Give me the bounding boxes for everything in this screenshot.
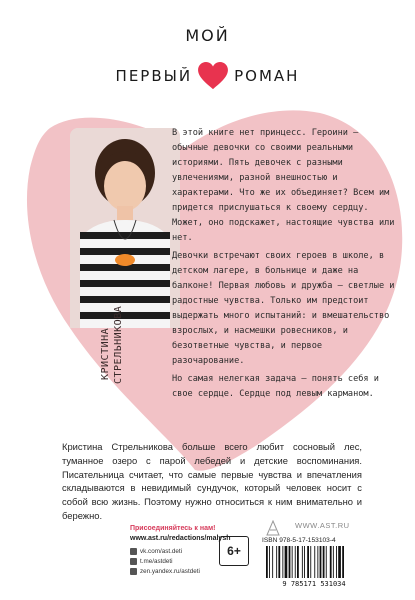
description-paragraph-1: В этой книге нет принцесс. Героини — обычные девочки со своими реальными историями. Пять девочек с разными увлечениями, разной внешностью и характерами. Что же их объединяет? Всем им придется прислушаться к своему сердцу. Может, оно подскажет, настоящие чувства или нет. (172, 128, 395, 243)
series-title-left: ПЕРВЫЙ (115, 67, 193, 85)
book-description (172, 126, 397, 405)
isbn-number: ISBN 978-5-17-153103-4 (262, 537, 336, 544)
ast-logo-icon (266, 520, 280, 536)
series-title-line2 (0, 62, 415, 90)
series-title-line1: МОЙ (185, 26, 230, 45)
description-paragraph-2: Девочки встречают своих героев в школе, в детском лагере, в больнице и даже на балконе! Первая любовь и дружба — светлые и радостные чувства. Только им предстоит выдержать много испытаний: и вмешательство взрослых, и насмешки ровесников, и безответные чувства, и первое разочарование. (172, 251, 395, 366)
telegram-icon (130, 558, 137, 565)
author-photo (70, 128, 180, 328)
heart-logo-icon (198, 62, 228, 90)
zen-icon (130, 568, 137, 575)
description-paragraph-3: Но самая нелегкая задача — понять себя и свое сердце. Сердце под левым карманом. (172, 374, 379, 399)
author-last-name: СТРЕЛЬНИКОВА (113, 305, 124, 384)
vk-icon (130, 548, 137, 555)
social-link-vk[interactable]: vk.com/ast.deti (130, 547, 200, 557)
publisher-url: WWW.AST.RU (295, 521, 350, 530)
series-title-right: РОМАН (234, 67, 300, 85)
social-links (130, 547, 200, 576)
author-bio: Кристина Стрельникова больше всего любит сосновый лес, туманное озеро с парой лебедей и детские воспоминания. Писательница считает, что самые первые чувства и впечатления складываются в невидимый сундучок, который человек носит с собой всю жизнь. Поэтому нужно относиться к ним внимательно и бережно. (62, 441, 362, 521)
author-first-name: КРИСТИНА (100, 327, 111, 380)
barcode-digits: 9 785171 531034 (282, 580, 346, 588)
social-link-telegram[interactable]: t.me/astdeti (130, 557, 200, 567)
age-rating-badge: 6+ (219, 536, 249, 566)
social-link-zen[interactable]: zen.yandex.ru/astdeti (130, 567, 200, 577)
join-us-link[interactable]: www.ast.ru/redactions/malysh (130, 535, 231, 542)
barcode-image (262, 546, 366, 588)
author-name-vertical (100, 300, 140, 384)
join-us-label: Присоединяйтесь к нам! (130, 525, 216, 532)
